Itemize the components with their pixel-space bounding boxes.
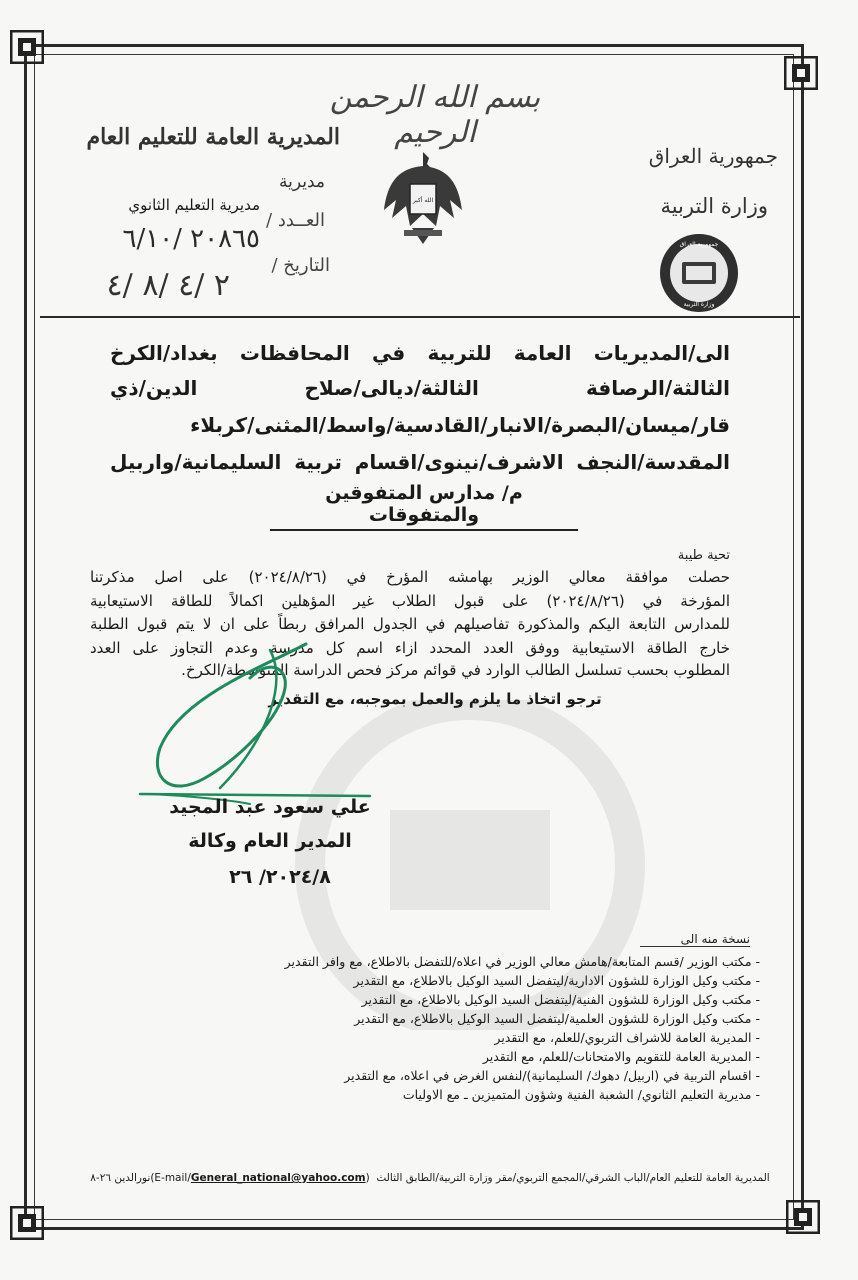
body-line-3: للمدارس التابعة اليكم والمذكورة تفاصيلهم في الجدول المرافق ربطاً على ان لا يتم قبول الطلبة [90,615,730,633]
greeting: تحية طيبة [677,548,730,563]
list-item: - اقسام التربية في (اربيل/ دهوك/ السليمانية)/لنفس الغرض في اعلاه، مع التقدير [344,1068,760,1083]
footer-tail: نورالدين ٢٦-٨ [90,1172,151,1184]
ministry-seal-icon [658,232,740,314]
corner-ornament-icon [784,56,818,90]
list-item: - مكتب الوزير /قسم المتابعة/هامش معالي الوزير في اعلاه/للتفضل بالاطلاع، مع وافر التقدير [284,954,760,969]
country-name: جمهورية العراق [648,144,778,168]
address-line-2: الثالثة/الرصافة الثالثة/ديالى/صلاح الدين/ذي [110,376,730,400]
seal-text-bottom: وزارة التربية [683,301,715,308]
number-label: العــدد / [266,210,325,231]
date-label: التاريخ / [271,255,330,276]
list-item: - مكتب وكيل الوزارة للشؤون الفنية/ليتفضل السيد الوكيل بالاطلاع، مع التقدير [361,992,760,1007]
signatory-date: ٢٠٢٤/٨/ ٢٦ [229,866,331,888]
eagle-emblem-icon [382,148,464,248]
signatory-title: المدير العام وكالة [188,830,352,852]
list-item: - المديرية العامة للاشراف التربوي/للعلم، مع التقدير [494,1030,760,1045]
directorate-general: المديرية العامة للتعليم العام [86,124,340,150]
directorate-value: مديرية التعليم الثانوي [128,196,260,214]
body-line-1: حصلت موافقة معالي الوزير بهامشه المؤرخ في (٢٠٢٤/٨/٢٦) على اصل مذكرتنا [90,568,731,586]
list-item: - مكتب وكيل الوزارة للشؤون العلمية/ليتفضل السيد الوكيل بالاطلاع، مع التقدير [354,1011,760,1026]
footer-email-suffix: ) [365,1172,370,1184]
emblem-caption: الله أكبر [412,197,434,204]
list-item: - المديرية العامة للتقويم والامتحانات/للعلم، مع التقدير [482,1049,760,1064]
header-divider [40,316,800,318]
subject-line: م/ مدارس المتفوقين والمتفوقات [270,482,578,531]
body-line-4: خارج الطاقة الاستيعابية ووفق العدد المحدد ازاء اسم كل مدرسة وعدم التجاوز على العدد [90,639,730,657]
directorate-label: مديرية [279,172,325,192]
body-line-2: المؤرخة في (٢٠٢٤/٨/٢٦) على قبول الطلاب غير المؤهلين اكمالاً للطاقة الاستيعابية [90,592,730,610]
footer-address-text: المديرية العامة للتعليم العام/الباب الشرقي/المجمع التربوي/مقر وزارة التربية/الطابق الثالث [376,1172,770,1184]
body-line-5: المطلوب بحسب تسلسل الطالب الوارد في قوائم مركز فحص الدراسة المتوسطة/الكرخ. [181,661,730,679]
footer-address [80,1172,780,1184]
address-line-3: قار/ميسان/البصرة/الانبار/القادسية/واسط/المثنى/كربلاء [190,413,730,437]
address-line-1: الى/المديريات العامة للتربية في المحافظات بغداد/الكرخ [110,341,730,365]
list-item: - مديرية التعليم الثانوي/ الشعبة الفنية وشؤون المتميزين ـ مع الاوليات [402,1087,760,1102]
address-line-4: المقدسة/النجف الاشرف/نينوى/اقسام تربية السليمانية/واربيل [110,450,730,474]
copies-list [130,952,760,1104]
corner-ornament-icon [786,1200,820,1234]
list-item: - مكتب وكيل الوزارة للشؤون الادارية/ليتفضل السيد الوكيل بالاطلاع، مع التقدير [353,973,760,988]
basmala: بسم الله الرحمن الرحيم [329,80,541,150]
corner-ornament-icon [10,30,44,64]
number-value: ٢٠٨٦٥ /٦/١٠ [122,224,260,254]
seal-text-top: جمهورية العراق [679,241,719,248]
footer-email-link[interactable]: General_national@yahoo.com [190,1172,366,1184]
signatory-name: علي سعود عبد المجيد [169,796,371,818]
closing-line: ترجو اتخاذ ما يلزم والعمل بموجبه، مع التقدير [268,690,602,708]
footer-email-prefix: (E-mail/ [150,1172,191,1184]
ministry-name: وزارة التربية [660,194,768,218]
corner-ornament-icon [10,1206,44,1240]
copies-heading: نسخة منه الى [640,932,750,947]
date-value: ٢ /٤ /٨ /٤ [106,268,230,303]
